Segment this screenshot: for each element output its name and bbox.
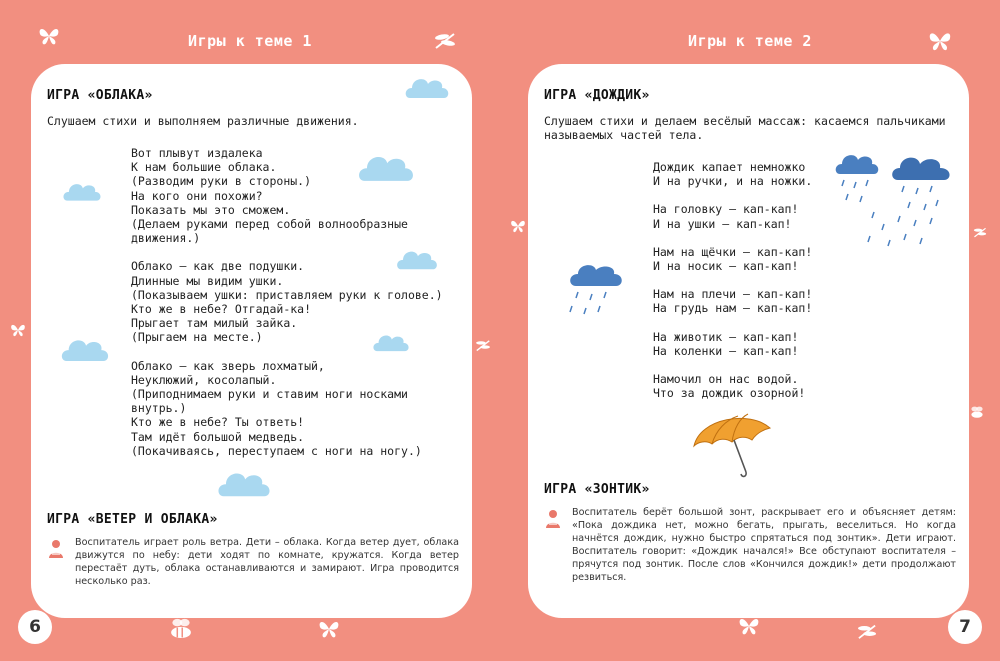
poem-stanza [653, 245, 843, 273]
game-intro-rain: Слушаем стихи и делаем весёлый массаж: касаемся пальчиками называемых частей тела. [544, 114, 946, 142]
butterfly-icon [10, 322, 26, 338]
poem-stanza [653, 372, 843, 400]
poem-line: Вот плывут издалека [131, 146, 263, 160]
game-description-wind-clouds: Воспитатель играет роль ветра. Дети – облака. Когда ветер дует, облака движутся по небу: дети ходят по комнате, кружатся. Когда ветер перестаёт дуть, облака останавливаются и замирают. Игра проводится несколько раз. [75, 537, 459, 587]
dragonfly-icon [474, 338, 492, 352]
cloud-icon [372, 324, 410, 360]
cloud-icon [353, 148, 419, 186]
dragonfly-icon [854, 622, 880, 640]
poem-line: На животик – кап-кап! [653, 329, 799, 344]
butterfly-icon [738, 615, 760, 637]
page-title-left: Игры к теме 1 [188, 32, 312, 50]
game-description-umbrella: Воспитатель берёт большой зонт, раскрывает его и объясняет детям: «Пока дождика нет, можно бегать, прыгать, веселиться. Но когда начнётся дождик, нужно быстро спрятаться под зонтик». Дети играют. Воспитатель говорит: «Дождик начался!» Все обступают воспитателя – прячутся под зонтик. После слов «Кончился дождик!» дети продолжают резвиться. [572, 507, 956, 583]
poem-line: Там идёт большой медведь. [131, 429, 305, 444]
poem-line: (Делаем руками перед собой волнообразные [131, 217, 408, 232]
poem-stanza [131, 359, 461, 458]
poem-line: (Показываем ушки: приставляем руки к голове.) [131, 287, 443, 302]
poem-line: Длинные мы видим ушки. [131, 273, 284, 288]
bee-icon [165, 616, 197, 644]
poem-clouds [131, 146, 461, 472]
cloud-icon [62, 174, 102, 208]
poem-line: Показать мы это сможем. [131, 202, 291, 217]
poem-line: И на ручки, и на ножки. [653, 174, 813, 189]
poem-stanza [653, 330, 843, 358]
butterfly-icon [510, 218, 526, 234]
page-number-left: 6 [18, 610, 52, 644]
bee-icon [966, 405, 988, 421]
game-heading-wind-clouds: ИГРА «ВЕТЕР И ОБЛАКА» [47, 512, 218, 527]
game-heading-clouds: ИГРА «ОБЛАКА» [47, 88, 153, 103]
poem-line: (Прыгаем на месте.) [131, 330, 263, 345]
umbrella-icon [690, 410, 776, 480]
poem-line: На головку – кап-кап! [653, 202, 799, 217]
poem-line: Кто же в небе? Отгадай-ка! [131, 302, 312, 317]
poem-stanza [653, 202, 843, 230]
game-intro-clouds: Слушаем стихи и выполняем различные движения. [47, 114, 359, 128]
poem-line: (Приподнимаем руки и ставим ноги носками [131, 387, 408, 402]
cloud-icon [60, 332, 110, 366]
poem-line: И на носик – кап-кап! [653, 259, 799, 274]
poem-line: К нам большие облака. [131, 160, 277, 175]
cloud-icon [208, 465, 280, 501]
poem-line: На кого они похожи? [131, 188, 263, 203]
butterfly-icon [318, 618, 340, 640]
poem-line: Что за дождик озорной! [653, 386, 806, 401]
butterfly-icon [928, 30, 952, 52]
rain-cloud-icon [834, 150, 959, 250]
poem-line: Кто же в небе? Ты ответь! [131, 415, 305, 430]
poem-line: (Разводим руки в стороны.) [131, 174, 312, 189]
page-title-right: Игры к теме 2 [688, 32, 812, 50]
poem-line: Дождик капает немножко [653, 160, 806, 174]
poem-line: движения.) [131, 231, 201, 246]
poem-line: Нам на щёчки – кап-кап! [653, 244, 813, 259]
poem-line: (Покачиваясь, переступаем с ноги на ногу.) [131, 443, 422, 458]
poem-stanza [653, 160, 843, 188]
butterfly-icon [38, 26, 60, 46]
page-number-right: 7 [948, 610, 982, 644]
poem-line: Прыгает там милый зайка. [131, 316, 298, 331]
rain-cloud-icon [568, 262, 624, 316]
right-page-card [528, 64, 969, 618]
poem-line: Облако – как две подушки. [131, 259, 305, 274]
poem-line: И на ушки – кап-кап! [653, 216, 792, 231]
poem-line: внутрь.) [131, 401, 187, 416]
dragonfly-icon [972, 225, 988, 239]
poem-rain [653, 160, 843, 414]
poem-line: Неуклюжий, косолапый. [131, 372, 277, 387]
game-heading-rain: ИГРА «ДОЖДИК» [544, 88, 650, 103]
cloud-icon [404, 72, 450, 102]
teacher-icon [47, 539, 65, 559]
cloud-icon [392, 245, 442, 273]
poem-line: На грудь нам – кап-кап! [653, 301, 813, 316]
teacher-icon [544, 509, 562, 529]
poem-line: Облако – как зверь лохматый, [131, 358, 325, 373]
game-heading-umbrella: ИГРА «ЗОНТИК» [544, 482, 650, 497]
dragonfly-icon [432, 30, 458, 50]
poem-stanza [653, 287, 843, 315]
poem-line: Нам на плечи – кап-кап! [653, 287, 813, 302]
poem-line: Намочил он нас водой. [653, 372, 799, 387]
poem-line: На коленки – кап-кап! [653, 343, 799, 358]
